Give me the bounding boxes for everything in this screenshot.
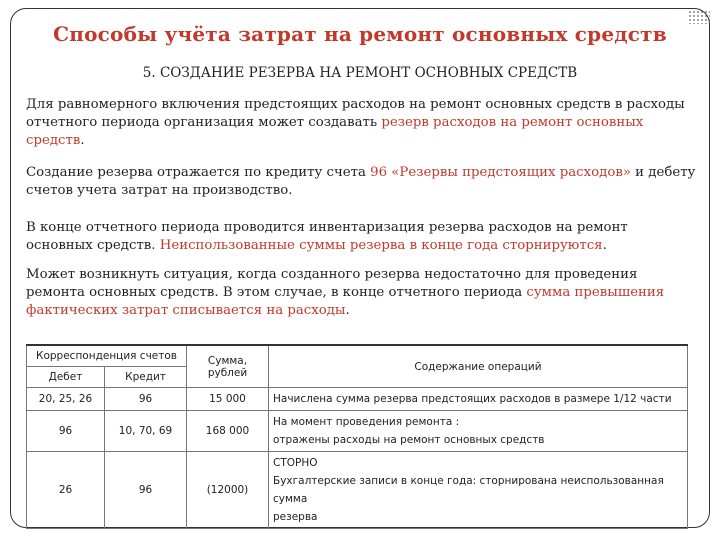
- paragraph-highlight: 96 «Резервы предстоящих расходов»: [370, 165, 631, 180]
- operation-line: На момент проведения ремонта :: [273, 416, 460, 428]
- table-row: [27, 411, 688, 452]
- paragraph-text: В конце отчетного периода проводится инвентаризация резерва расходов на ремонт основных средств.: [26, 220, 628, 253]
- paragraph-text: Может возникнуть ситуация, когда созданного резерва недостаточно для проведения ремонта основных средств. В этом случае, в конце отчетного периода: [26, 267, 638, 300]
- cell-operation: [269, 452, 688, 529]
- cell-amount: 168 000: [187, 411, 269, 452]
- cell-debit: 26: [27, 452, 105, 529]
- paragraph-highlight: сумма превышения фактических затрат списывается на расходы: [26, 285, 665, 318]
- slide-title: Способы учёта затрат на ремонт основных средств: [53, 22, 667, 46]
- paragraph-text-end: и дебету счетов учета затрат на производство.: [26, 165, 696, 198]
- paragraph-reserve-purpose: [26, 96, 696, 150]
- operation-line: Начислена сумма резерва предстоящих расходов в размере 1/12 части: [273, 393, 672, 405]
- paragraph-reserve-accounting: [26, 164, 696, 200]
- operations-table: [26, 344, 688, 529]
- paragraph-highlight: Неиспользованные суммы резерва в конце года сторнируются: [159, 238, 603, 253]
- paragraph-text-end: .: [602, 238, 607, 253]
- paragraph-text-end: .: [345, 303, 350, 318]
- table-row: [27, 388, 688, 411]
- table-row: [27, 452, 688, 529]
- header-credit: Кредит: [105, 367, 187, 388]
- section-subtitle: 5. СОЗДАНИЕ РЕЗЕРВА НА РЕМОНТ ОСНОВНЫХ СРЕДСТВ: [142, 65, 578, 81]
- cell-credit: 96: [105, 388, 187, 411]
- operation-line: отражены расходы на ремонт основных средств: [273, 434, 545, 446]
- cell-amount: (12000): [187, 452, 269, 529]
- cell-debit: 96: [27, 411, 105, 452]
- paragraph-excess-costs: [26, 266, 696, 320]
- paragraph-text: Создание резерва отражается по кредиту счета: [26, 165, 371, 180]
- header-correspondence: Корреспонденция счетов: [27, 345, 187, 367]
- paragraph-text: Для равномерного включения предстоящих расходов на ремонт основных средств в расходы отчетного периода организация может создавать: [26, 97, 685, 130]
- header-debit: Дебет: [27, 367, 105, 388]
- cell-amount: 15 000: [187, 388, 269, 411]
- paragraph-inventory: [26, 219, 696, 255]
- cell-operation: [269, 388, 688, 411]
- cell-debit: 20, 25, 26: [27, 388, 105, 411]
- paragraph-text-end: .: [80, 133, 85, 148]
- paragraph-highlight: резерв расходов на ремонт основных средств: [26, 115, 644, 148]
- operation-line: СТОРНО: [273, 457, 318, 469]
- cell-credit: 10, 70, 69: [105, 411, 187, 452]
- operation-line: резерва: [273, 511, 318, 523]
- cell-credit: 96: [105, 452, 187, 529]
- header-amount: Сумма, рублей: [187, 345, 269, 388]
- operation-line: Бухгалтерские записи в конце года: сторнирована неиспользованная сумма: [273, 475, 664, 505]
- cell-operation: [269, 411, 688, 452]
- header-operations: Содержание операций: [269, 345, 688, 388]
